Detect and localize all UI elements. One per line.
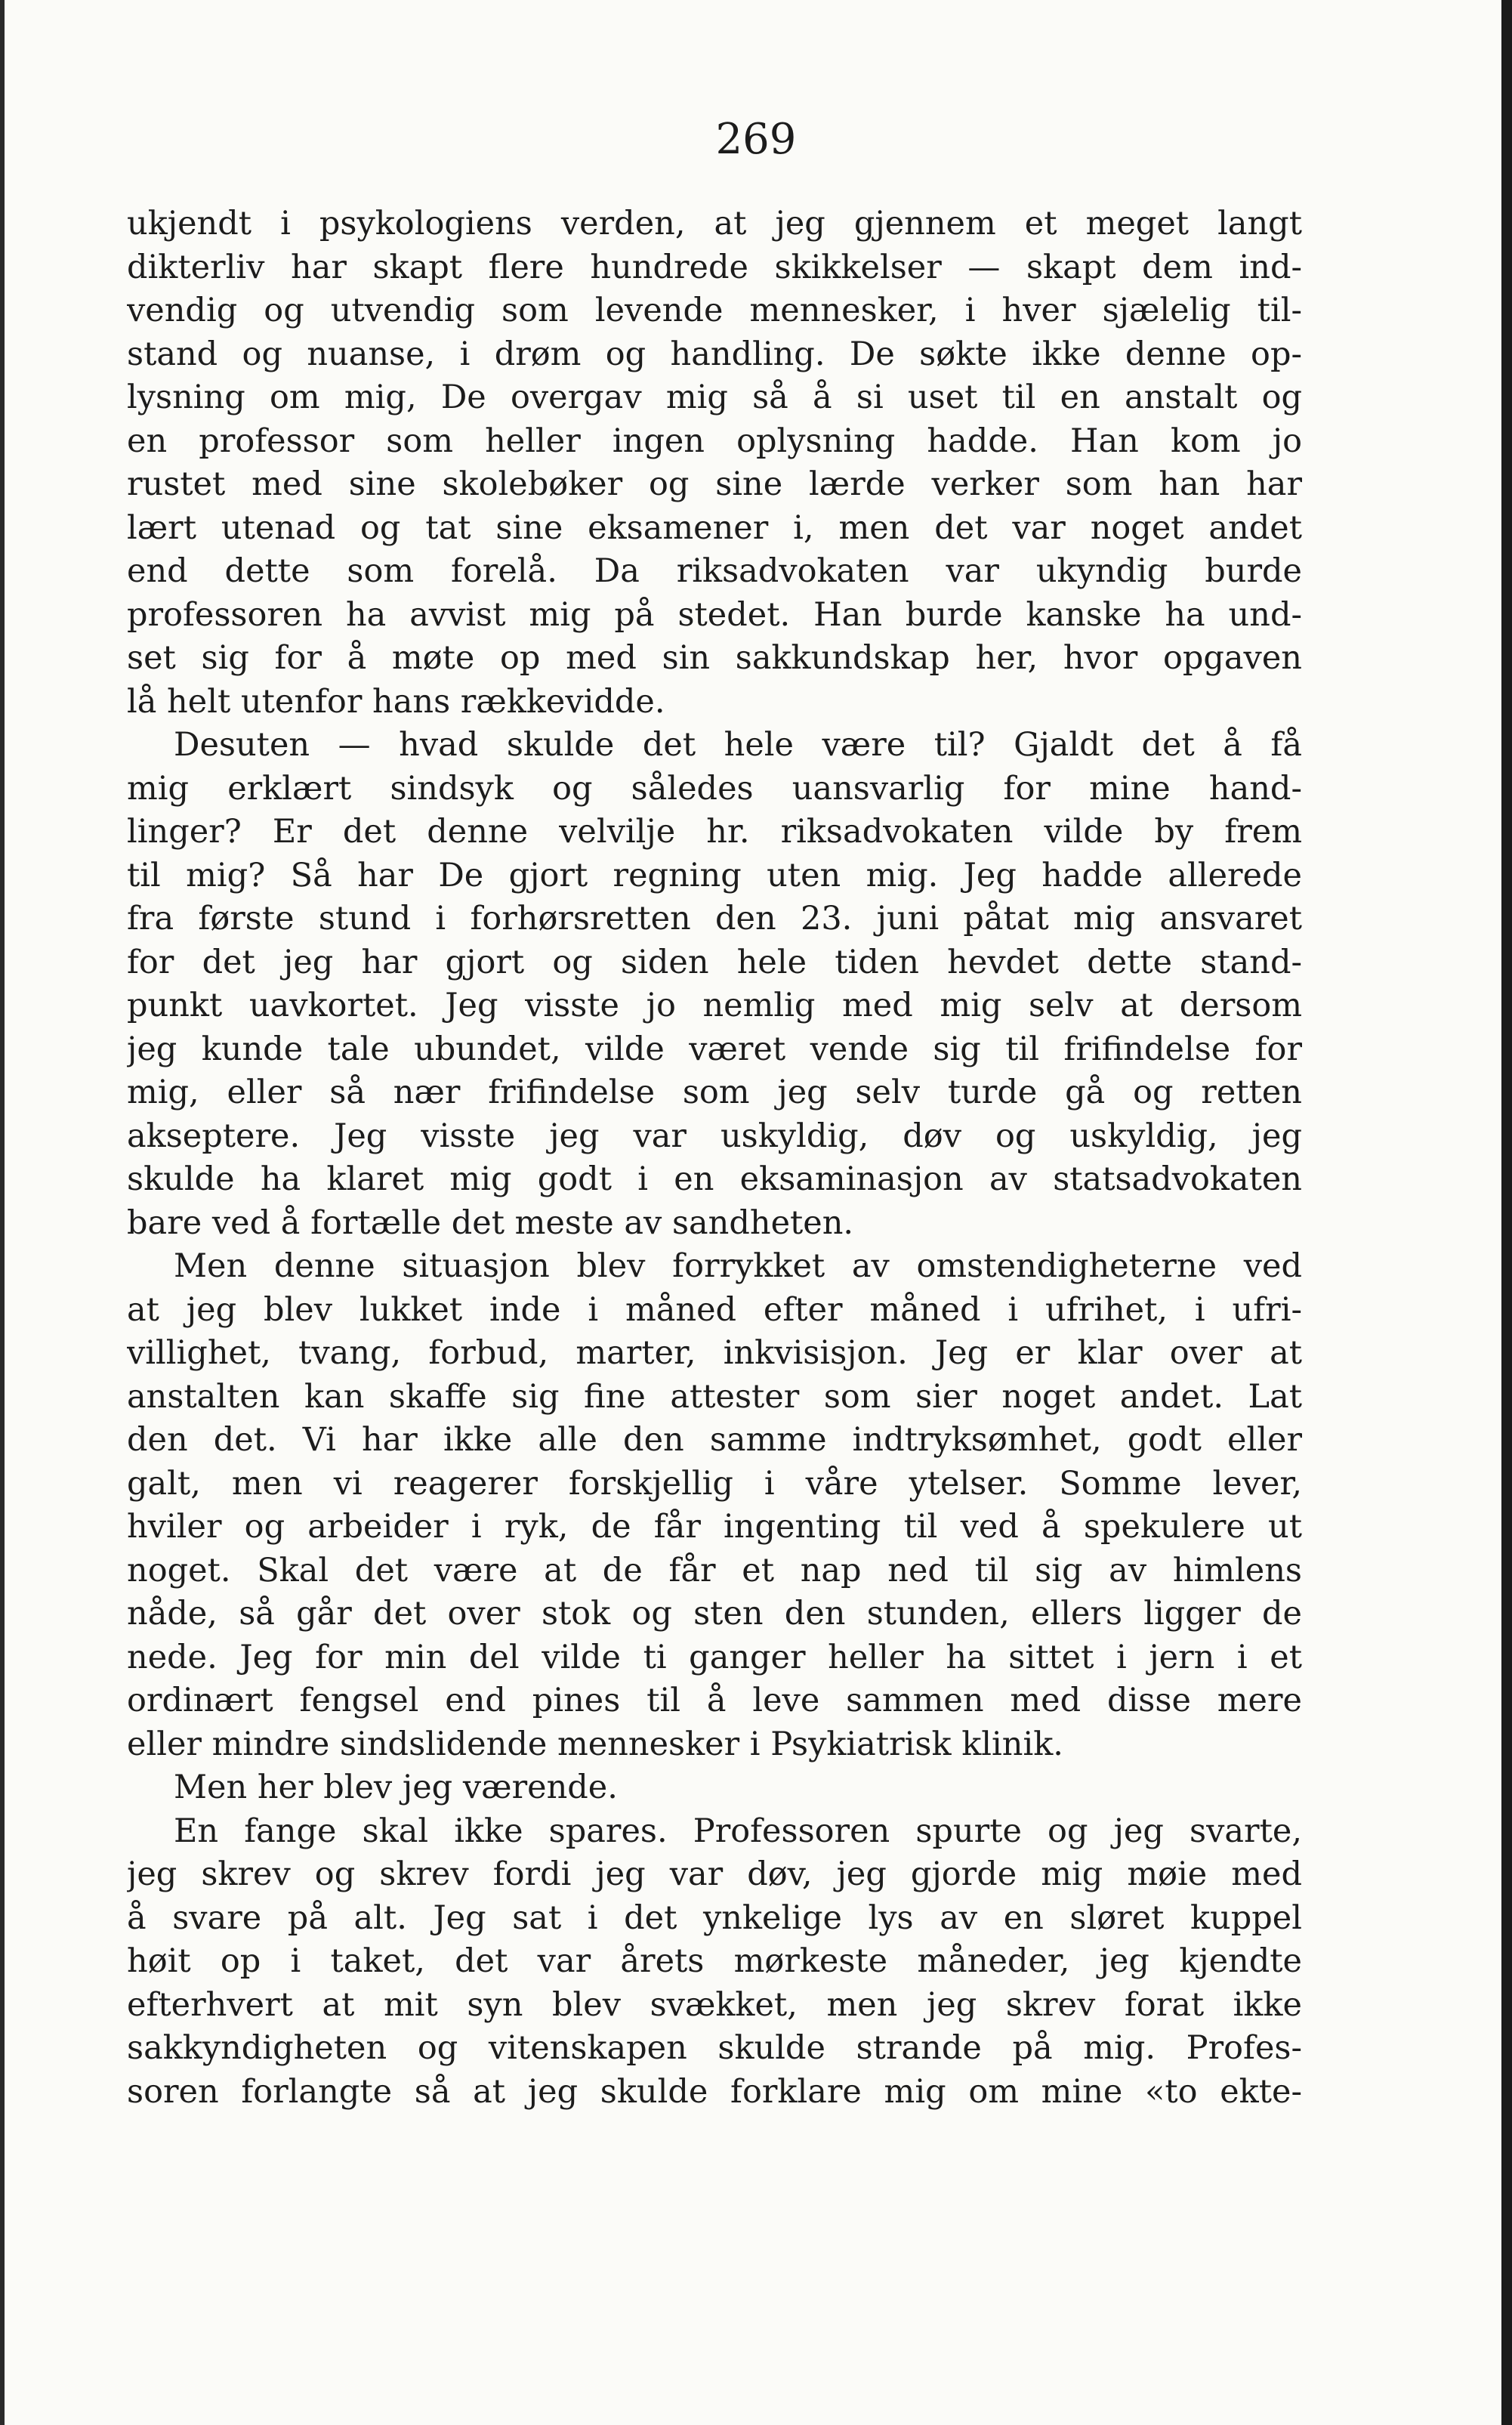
text-line: end dette som forelå. Da riksadvokaten var ukyndig burde — [127, 552, 1302, 590]
text-line: for det jeg har gjort og siden hele tiden hevdet dette stand- — [127, 943, 1302, 981]
text-line: punkt uavkortet. Jeg visste jo nemlig med mig selv at dersom — [127, 987, 1302, 1024]
text-line: jeg skrev og skrev fordi jeg var døv, jeg gjorde mig møie med — [127, 1855, 1302, 1893]
text-line: ordinært fengsel end pines til å leve sammen med disse mere — [127, 1682, 1302, 1719]
text-line: soren forlangte så at jeg skulde forklare mig om mine «to ekte- — [127, 2072, 1302, 2111]
text-line: En fange skal ikke spares. Professoren spurte og jeg svarte, — [174, 1812, 1302, 1850]
text-line: galt, men vi reagerer forskjellig i våre ytelser. Somme lever, — [127, 1464, 1302, 1503]
text-line: anstalten kan skaffe sig fine attester som sier noget andet. Lat — [127, 1377, 1302, 1416]
scan-right-edge — [1501, 0, 1512, 2425]
text-line: Desuten — hvad skulde det hele være til? Gjaldt det å få — [174, 726, 1302, 764]
text-line: efterhvert at mit syn blev svækket, men jeg skrev forat ikke — [127, 1985, 1302, 2024]
page-number: 269 — [715, 115, 797, 164]
scan-left-edge — [0, 0, 5, 2425]
text-line: hviler og arbeider i ryk, de får ingenting til ved å spekulere ut — [127, 1508, 1302, 1546]
text-line: lysning om mig, De overgav mig så å si uset til en anstalt og — [127, 378, 1302, 416]
text-line: høit op i taket, det var årets mørkeste måneder, jeg kjendte — [127, 1942, 1302, 1980]
text-line: lært utenad og tat sine eksamener i, men det var noget andet — [127, 508, 1302, 547]
text-line: til mig? Så har De gjort regning uten mig. Jeg hadde allerede — [127, 856, 1302, 894]
text-line: bare ved å fortælle det meste av sandheten. — [127, 1203, 854, 1242]
text-line: villighet, tvang, forbud, marter, inkvisisjon. Jeg er klar over at — [127, 1334, 1302, 1372]
text-line: mig, eller så nær frifindelse som jeg selv turde gå og retten — [127, 1073, 1302, 1111]
text-line: linger? Er det denne velvilje hr. riksadvokaten vilde by frem — [127, 813, 1302, 851]
text-line: sakkyndigheten og vitenskapen skulde strande på mig. Profes- — [127, 2029, 1302, 2067]
text-line: Men her blev jeg værende. — [174, 1769, 618, 1806]
text-line: professoren ha avvist mig på stedet. Han burde kanske ha und- — [127, 595, 1302, 634]
text-line: set sig for å møte op med sin sakkundskap her, hvor opgaven — [127, 639, 1302, 677]
text-line: rustet med sine skolebøker og sine lærde verker som han har — [127, 465, 1302, 503]
body-text — [127, 202, 1302, 2114]
paragraph — [127, 1810, 1302, 2115]
text-line: akseptere. Jeg visste jeg var uskyldig, døv og uskyldig, jeg — [127, 1117, 1302, 1155]
text-line: vendig og utvendig som levende mennesker, i hver sjælelig til- — [127, 292, 1302, 329]
text-line: skulde ha klaret mig godt i en eksaminasjon av statsadvokaten — [127, 1160, 1302, 1198]
text-line: eller mindre sindslidende mennesker i Psykiatrisk klinik. — [127, 1725, 1063, 1763]
paragraph — [127, 1766, 1302, 1810]
text-line: en professor som heller ingen oplysning hadde. Han kom jo — [127, 422, 1302, 460]
text-line: nåde, så går det over stok og sten den stunden, ellers ligger de — [127, 1595, 1302, 1633]
text-line: noget. Skal det være at de får et nap ned til sig av himlens — [127, 1551, 1302, 1589]
text-line: lå helt utenfor hans rækkevidde. — [127, 682, 665, 721]
text-line: at jeg blev lukket inde i måned efter måned i ufrihet, i ufri- — [127, 1290, 1302, 1329]
paragraph — [127, 1245, 1302, 1766]
text-line: den det. Vi har ikke alle den samme indtryksømhet, godt eller — [127, 1421, 1302, 1459]
text-line: nede. Jeg for min del vilde ti ganger heller ha sittet i jern i et — [127, 1638, 1302, 1676]
paragraph — [127, 724, 1302, 1245]
text-line: ukjendt i psykologiens verden, at jeg gjennem et meget langt — [127, 205, 1302, 242]
paragraph — [127, 202, 1302, 724]
text-line: å svare på alt. Jeg sat i det ynkelige lys av en sløret kuppel — [127, 1898, 1302, 1937]
text-line: fra første stund i forhørsretten den 23. juni påtat mig ansvaret — [127, 900, 1302, 938]
text-line: dikterliv har skapt flere hundrede skikkelser — skapt dem ind- — [127, 248, 1302, 286]
text-line: jeg kunde tale ubundet, vilde været vende sig til frifindelse for — [127, 1030, 1302, 1068]
text-line: mig erklært sindsyk og således uansvarlig for mine hand- — [127, 769, 1302, 808]
text-line: Men denne situasjon blev forrykket av omstendigheterne ved — [174, 1247, 1302, 1285]
text-line: stand og nuanse, i drøm og handling. De søkte ikke denne op- — [127, 335, 1302, 373]
